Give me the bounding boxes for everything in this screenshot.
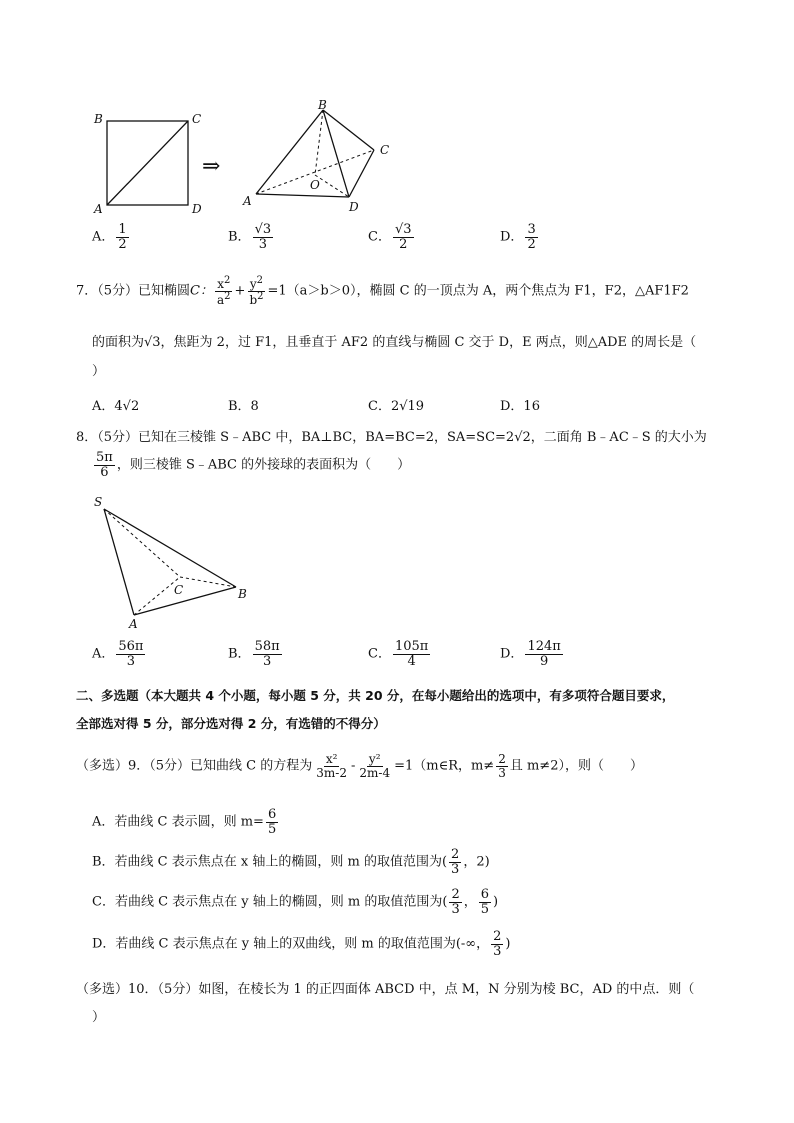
sq-label-c: C (192, 112, 202, 126)
q6-option-d: D． $\frac{3}{2}$ (500, 222, 536, 252)
py-label-c: C (380, 143, 390, 157)
arrow-icon: ⇒ (202, 154, 221, 179)
q10-line1: （多选）10．（5分）如图，在棱长为 1 的正四面体 ABCD 中，点 M，N 分别为棱 BC，AD 的中点．则（ (76, 982, 695, 997)
q6-option-b: B． $\frac{√3}{3}$ (228, 222, 272, 252)
q7-option-c: C．2√19 (368, 399, 425, 414)
figure-tetrahedron (88, 490, 258, 630)
sq-label-d: D (192, 202, 202, 216)
q7-line1: 7．（5分）已知椭圆C： $\frac{x^2}{a^2}$ + $\frac{y^2}{b^2}$ =1（a＞b＞0），椭圆 C 的一顶点为 A，两个焦点为 F1，F2，△AF1F2 (76, 275, 689, 307)
q9-stem: （多选）9．（5分）已知曲线 C 的方程为 $\frac{\text{x²}}{3m-2}$ - $\frac{\text{y²}}{2m-4}$ =1（m∈R，m≠ $\frac{2}{3}$ 且 m≠2），则（ ） (76, 752, 643, 780)
q8-line2: $\frac{5\pi}{6}$ ，则三棱锥 S﹣ABC 的外接球的表面积为（ ） (96, 450, 411, 480)
tet-label-a: A (129, 617, 138, 630)
q6-option-c: C． $\frac{√3}{2}$ (368, 222, 412, 252)
figure-square-fold (90, 95, 410, 220)
py-label-o: O (310, 178, 320, 192)
q8-line1: 8．（5分）已知在三棱锥 S﹣ABC 中，BA⊥BC，BA=BC=2，SA=SC=2√2，二面角 B﹣AC﹣S 的大小为 (76, 430, 707, 445)
tet-label-s: S (94, 495, 103, 509)
sq-label-b: B (94, 112, 103, 126)
q10-line2: ） (92, 1010, 106, 1025)
section2-heading-line2: 全部选对得 5 分，部分选对得 2 分，有选错的不得分） (76, 716, 386, 731)
q7-line2: 的面积为√3，焦距为 2，过 F1，且垂直于 AF2 的直线与椭圆 C 交于 D，E 两点，则△ADE 的周长是（ (92, 335, 697, 350)
q6-option-a: A． $\frac{1}{2}$ (92, 222, 127, 252)
tet-label-c: C (174, 583, 184, 597)
q9-option-d: D．若曲线 C 表示焦点在 y 轴上的双曲线，则 m 的取值范围为(-∞， $\frac{2}{3}$ ) (92, 929, 511, 959)
sq-label-a: A (94, 202, 103, 216)
q7-option-a: A．4√2 (92, 399, 140, 414)
q8-option-b: B． $\frac{58\pi}{3}$ (228, 639, 280, 669)
py-label-b: B (318, 98, 327, 112)
py-label-d: D (349, 200, 359, 214)
q7-option-d: D．16 (500, 399, 540, 414)
q7-option-b: B．8 (228, 399, 259, 414)
q8-option-d: D． $\frac{124\pi}{9}$ (500, 639, 561, 669)
q8-option-c: C． $\frac{105\pi}{4}$ (368, 639, 429, 669)
q9-option-b: B．若曲线 C 表示焦点在 x 轴上的椭圆，则 m 的取值范围为( $\frac{2}{3}$ ，2) (92, 847, 490, 877)
q7-line3: ） (92, 364, 106, 379)
section2-heading-line1: 二、多选题（本大题共 4 个小题，每小题 5 分，共 20 分，在每小题给出的选项中，有多项符合题目要求， (76, 688, 675, 703)
q9-option-a: A．若曲线 C 表示圆，则 m= $\frac{6}{5}$ (92, 807, 277, 837)
q9-option-c: C．若曲线 C 表示焦点在 y 轴上的椭圆，则 m 的取值范围为( $\frac{2}{3}$ ， $\frac{6}{5}$ ) (92, 887, 499, 917)
q8-option-a: A． $\frac{56\pi}{3}$ (92, 639, 144, 669)
tet-label-b: B (238, 587, 247, 601)
py-label-a: A (243, 194, 252, 208)
